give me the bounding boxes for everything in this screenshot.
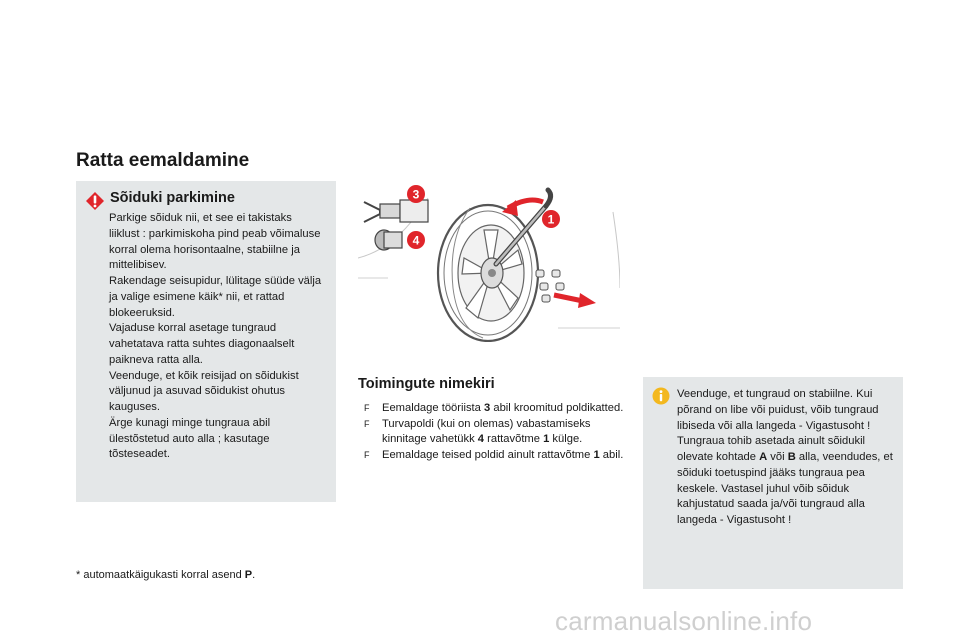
warning-exclamation-icon [85, 191, 105, 211]
info-icon [652, 387, 670, 405]
footnote-prefix: * automaatkäigukasti korral asend [76, 569, 245, 581]
wheel-removal-illustration [358, 178, 620, 342]
watermark: carmanualsonline.info [555, 606, 813, 636]
warning-text: Parkige sõiduk nii, et see ei takistaks liiklust : parkimiskoha pind peab võimaluse korral olema horisontaalne, stabiilne ja mittelibisev. Rakendage seisupidur, lülitage süüde välja ja valige esimene käik* nii, et rattad blokeeruksid. Vajaduse korral asetage tungraud vahetatava ratta suhtes diagonaalselt paikneva ratta alla. Veenduge, et kõik reisijad on sõidukist väljunud ja asuvad sõidukist ohutus kauguses. Ärge kunagi minge tungraua abil ülestõstetud auto alla ; kasutage tõsteseadet. [109, 212, 322, 461]
warning-title: Sõiduki parkimine [110, 190, 235, 206]
callout-3 [407, 185, 425, 203]
callout-1 [542, 210, 560, 228]
list-item: F Eemaldage tööriista 3 abil kroomitud poldikatted. [364, 401, 629, 417]
page-title: Ratta eemaldamine [76, 150, 250, 171]
warning-box [76, 181, 336, 502]
steps-title: Toimingute nimekiri [358, 376, 495, 392]
callout-1-label: 1 [547, 212, 555, 227]
info-text: Veenduge, et tungraud on stabiilne. Kui põrand on libe või puidust, võib tungraud libiseda või alla langeda - Vigastusoht ! Tungraua tohib asetada ainult sõidukil olevate kohtade A või B alla, veendudes, et sõiduki toetuspind jääks tungraua pea keskele. Vastasel juhul võib sõiduk kahjustatud saada ja/või tungraud alla langeda - Vigastusoht ! [677, 388, 893, 526]
bullet-icon: F [364, 418, 370, 429]
list-item: F Turvapoldi (kui on olemas) vabastamiseks kinnitage vahetükk 4 rattavõtme 1 külge. [364, 417, 591, 445]
footnote-suffix: . [252, 569, 256, 581]
callout-3-label: 3 [412, 187, 420, 202]
steps-list [364, 401, 629, 463]
callout-4 [407, 231, 425, 249]
list-item: F Eemaldage teised poldid ainult rattavõtme 1 abil. [364, 448, 629, 464]
footnote-bold: P [244, 569, 253, 581]
bullet-icon: F [364, 449, 370, 460]
footnote [76, 569, 255, 581]
bullet-icon: F [364, 403, 370, 413]
callout-4-label: 4 [412, 233, 420, 248]
info-box [643, 377, 903, 589]
